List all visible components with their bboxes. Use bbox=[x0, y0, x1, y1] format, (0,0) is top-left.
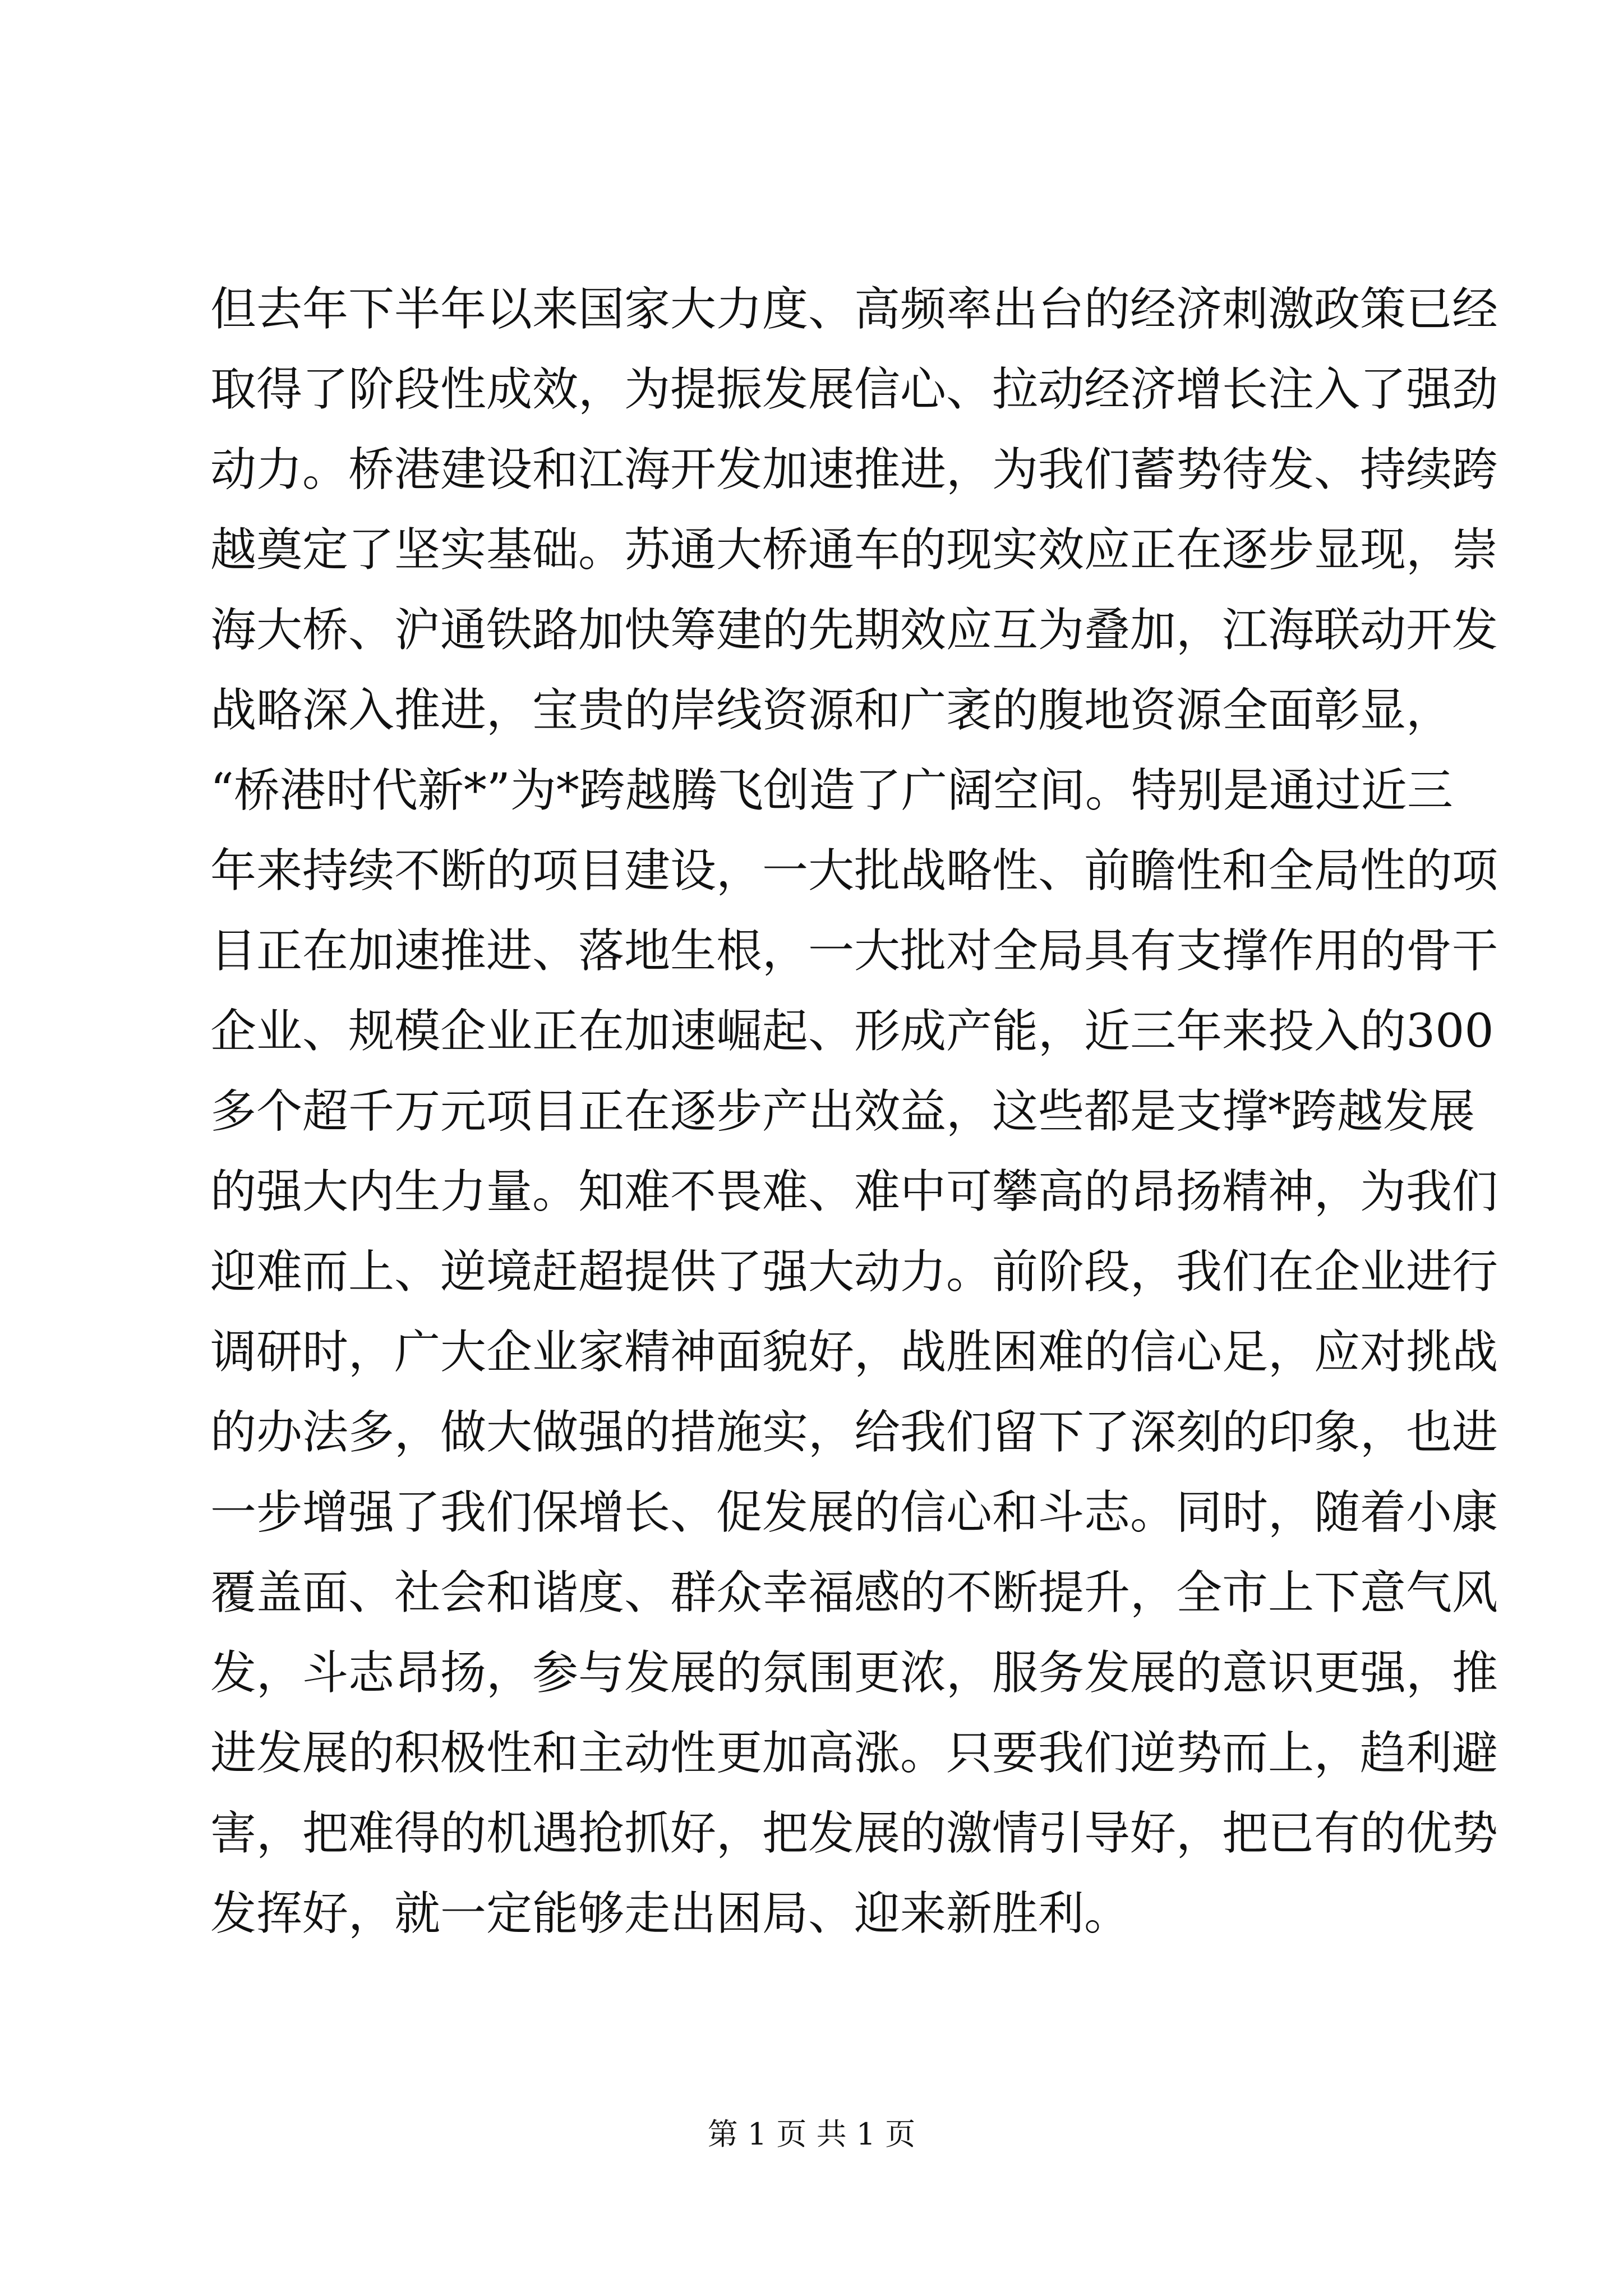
text-line: 动力。桥港建设和江海开发加速推进，为我们蓄势待发、持续跨 bbox=[210, 443, 1498, 496]
text-line: 的办法多，做大做强的措施实，给我们留下了深刻的印象，也进 bbox=[210, 1406, 1498, 1459]
text-line: 但去年下半年以来国家大力度、高频率出台的经济刺激政策已经 bbox=[210, 283, 1498, 336]
text-line: 进发展的积极性和主动性更加高涨。只要我们逆势而上，趋利避 bbox=[210, 1727, 1498, 1780]
body-paragraph bbox=[210, 269, 1498, 1954]
text-line: 多个超千万元项目正在逐步产出效益，这些都是支撑*跨越发展 bbox=[210, 1085, 1476, 1138]
page-number-label: 第 1 页 共 1 页 bbox=[707, 2116, 916, 2152]
text-line: 企业、规模企业正在加速崛起、形成产能，近三年来投入的300 bbox=[210, 1005, 1494, 1058]
text-line: 年来持续不断的项目建设，一大批战略性、前瞻性和全局性的项 bbox=[210, 844, 1498, 898]
text-line: 发，斗志昂扬，参与发展的氛围更浓，服务发展的意识更强，推 bbox=[210, 1646, 1498, 1700]
text-line: 越奠定了坚实基础。苏通大桥通车的现实效应正在逐步显现，崇 bbox=[210, 523, 1498, 577]
text-line: 害，把难得的机遇抢抓好，把发展的激情引导好，把已有的优势 bbox=[210, 1807, 1498, 1860]
text-line: 战略深入推进，宝贵的岸线资源和广袤的腹地资源全面彰显， bbox=[210, 684, 1453, 737]
page-footer bbox=[0, 2115, 1623, 2154]
text-line: 的强大内生力量。知难不畏难、难中可攀高的昂扬精神，为我们 bbox=[210, 1165, 1498, 1218]
text-line-last: 发挥好，就一定能够走出困局、迎来新胜利。 bbox=[210, 1887, 1131, 1940]
text-line: 迎难而上、逆境赶超提供了强大动力。前阶段，我们在企业进行 bbox=[210, 1245, 1498, 1299]
text-line: 一步增强了我们保增长、促发展的信心和斗志。同时，随着小康 bbox=[210, 1486, 1498, 1539]
text-line: 取得了阶段性成效，为提振发展信心、拉动经济增长注入了强劲 bbox=[210, 363, 1498, 416]
text-line: 覆盖面、社会和谐度、群众幸福感的不断提升，全市上下意气风 bbox=[210, 1566, 1498, 1619]
text-line: 调研时，广大企业家精神面貌好，战胜困难的信心足，应对挑战 bbox=[210, 1326, 1498, 1379]
text-line: 目正在加速推进、落地生根，一大批对全局具有支撑作用的骨干 bbox=[210, 924, 1498, 978]
text-line: “桥港时代新*”为*跨越腾飞创造了广阔空间。特别是通过近三 bbox=[210, 764, 1453, 817]
text-line: 海大桥、沪通铁路加快筹建的先期效应互为叠加，江海联动开发 bbox=[210, 604, 1498, 657]
